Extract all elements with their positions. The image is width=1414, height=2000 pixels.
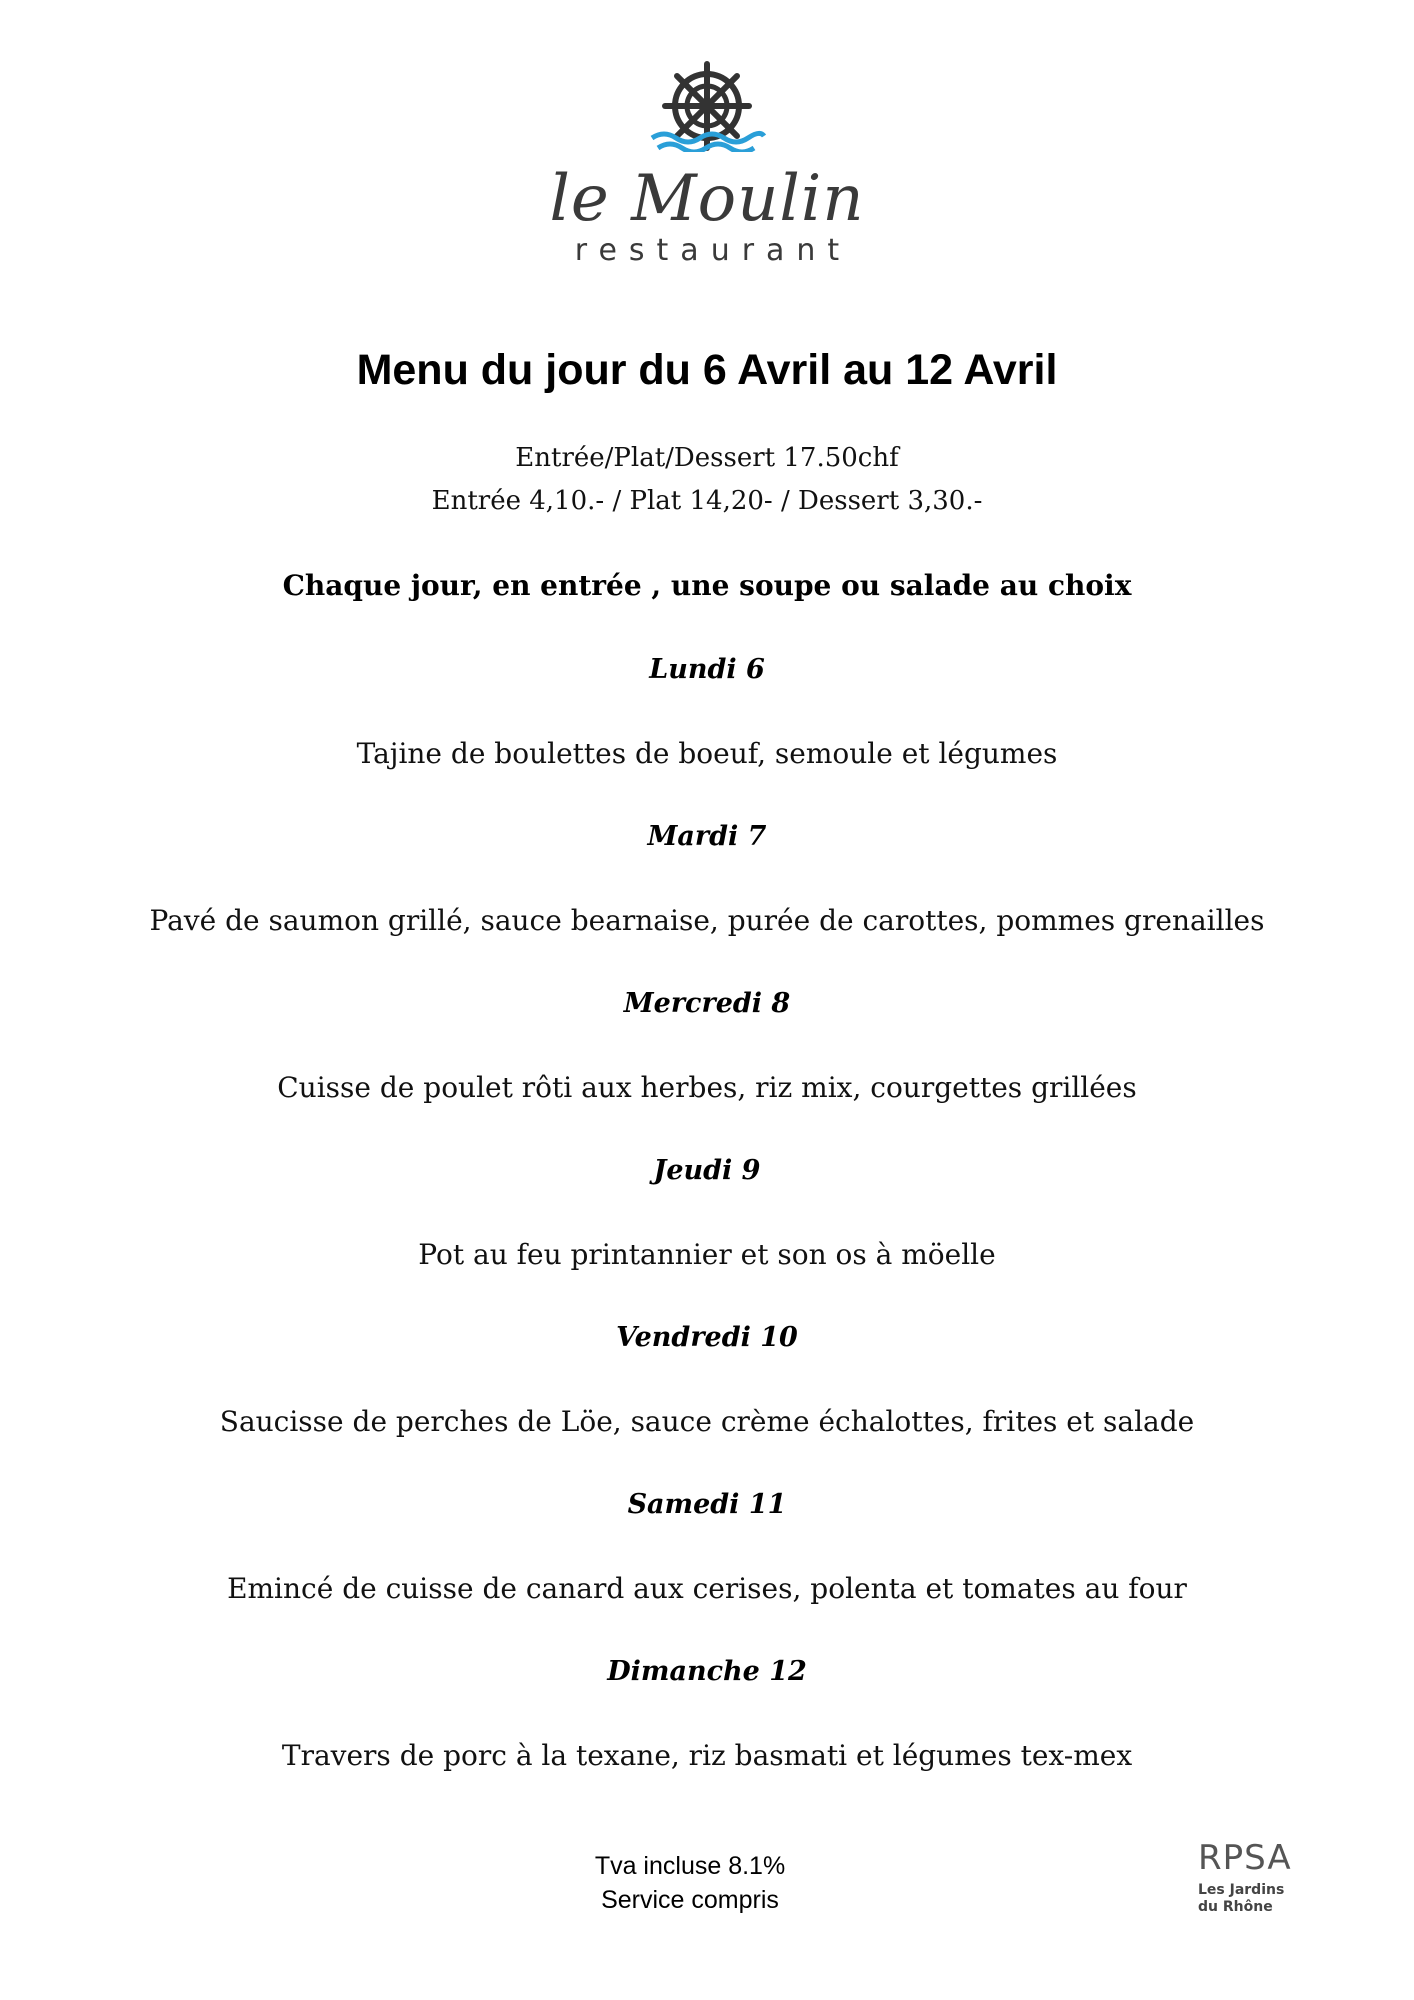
day-heading: Samedi 11 — [627, 1489, 787, 1520]
tax-note: Tva incluse 8.1% — [594, 1852, 786, 1880]
ship-wheel-icon — [642, 60, 772, 160]
day-dish: Saucisse de perches de Löe, sauce crème échalottes, frites et salade — [219, 1405, 1195, 1438]
price-a-la-carte: Entrée 4,10.- / Plat 14,20- / Dessert 3,30.- — [431, 486, 983, 516]
day-dish: Pot au feu printannier et son os à möelle — [418, 1238, 996, 1271]
day-dish: Travers de porc à la texane, riz basmati et légumes tex-mex — [281, 1739, 1133, 1772]
partner-line-1: Les Jardins — [1198, 1882, 1285, 1898]
page-title: Menu du jour du 6 Avril au 12 Avril — [356, 346, 1058, 394]
daily-starter-note: Chaque jour, en entrée , une soupe ou salade au choix — [282, 569, 1132, 602]
day-dish: Tajine de boulettes de boeuf, semoule et légumes — [356, 737, 1058, 770]
day-heading: Mardi 7 — [647, 821, 767, 852]
partner-mark: RPSA — [1198, 1838, 1292, 1878]
logo-name: le Moulin — [549, 162, 865, 236]
service-note: Service compris — [601, 1886, 779, 1914]
restaurant-logo — [0, 60, 1414, 268]
day-dish: Cuisse de poulet rôti aux herbes, riz mix, courgettes grillées — [277, 1071, 1137, 1104]
partner-logo — [1198, 1840, 1308, 1916]
day-heading: Vendredi 10 — [616, 1322, 798, 1353]
day-heading: Dimanche 12 — [607, 1656, 807, 1687]
day-dish: Emincé de cuisse de canard aux cerises, polenta et tomates au four — [227, 1572, 1187, 1605]
day-dish: Pavé de saumon grillé, sauce bearnaise, purée de carottes, pommes grenailles — [149, 904, 1265, 937]
day-heading: Jeudi 9 — [653, 1155, 761, 1186]
price-formula: Entrée/Plat/Dessert 17.50chf — [515, 443, 899, 473]
day-heading: Lundi 6 — [649, 654, 765, 685]
logo-subtitle: restaurant — [574, 233, 852, 268]
day-heading: Mercredi 8 — [623, 988, 791, 1019]
partner-line-2: du Rhône — [1198, 1899, 1273, 1915]
